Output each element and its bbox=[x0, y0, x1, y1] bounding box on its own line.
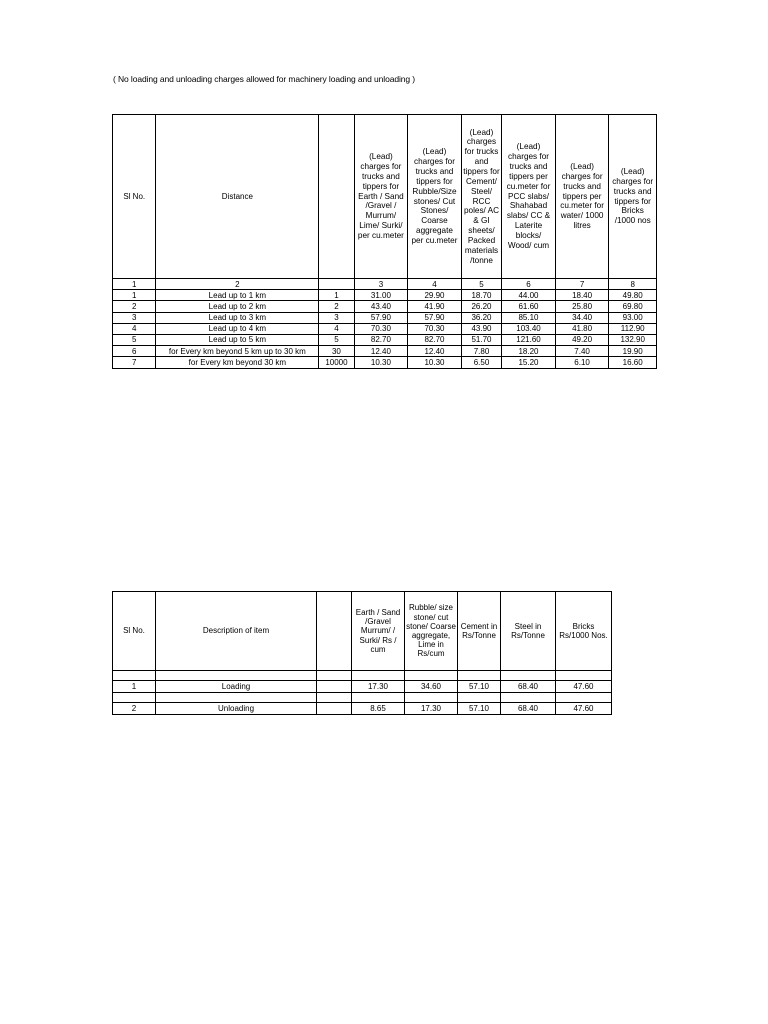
table-cell: 29.90 bbox=[408, 290, 462, 301]
table-cell: 7.80 bbox=[461, 346, 501, 357]
table-cell: 44.00 bbox=[502, 290, 556, 301]
spacer-row bbox=[113, 671, 612, 681]
lead-table-header-row bbox=[113, 115, 657, 279]
table-cell: 36.20 bbox=[461, 312, 501, 323]
index-cell: 4 bbox=[408, 279, 462, 290]
table-cell: 2 bbox=[319, 301, 354, 312]
index-cell: 6 bbox=[502, 279, 556, 290]
header-distance: Distance bbox=[156, 115, 319, 279]
table-cell: 3 bbox=[319, 312, 354, 323]
lead-charges-table bbox=[112, 114, 657, 369]
table-cell: 2 bbox=[113, 301, 156, 312]
table-cell: 82.70 bbox=[408, 334, 462, 345]
table-cell: 34.60 bbox=[405, 681, 458, 693]
table-cell: 57.90 bbox=[354, 312, 408, 323]
header-earth-sand: (Lead) charges for trucks and tippers for Earth / Sand /Gravel / Murrum/ Lime/ Surki/ per cu.meter bbox=[354, 115, 408, 279]
table-cell bbox=[317, 703, 352, 715]
table-cell: 4 bbox=[113, 323, 156, 334]
table-row bbox=[113, 323, 657, 334]
table-cell: 57.90 bbox=[408, 312, 462, 323]
table-cell: Lead up to 1 km bbox=[156, 290, 319, 301]
table-cell: 31.00 bbox=[354, 290, 408, 301]
header-cement-steel: (Lead) charges for trucks and tippers for Cement/ Steel/ RCC poles/ AC & GI sheets/ Packed materials /tonne bbox=[461, 115, 501, 279]
table-cell: 6.10 bbox=[555, 357, 609, 368]
table-cell: 34.40 bbox=[555, 312, 609, 323]
header-rubble-stone: Rubble/ size stone/ cut stone/ Coarse aggregate, Lime in Rs/cum bbox=[405, 592, 458, 671]
table-cell: 51.70 bbox=[461, 334, 501, 345]
table-cell: Lead up to 2 km bbox=[156, 301, 319, 312]
table-cell: 57.10 bbox=[458, 703, 501, 715]
spacer-row bbox=[113, 693, 612, 703]
table-cell: 70.30 bbox=[408, 323, 462, 334]
table-cell: 10.30 bbox=[408, 357, 462, 368]
table-cell: 4 bbox=[319, 323, 354, 334]
table-cell: 47.60 bbox=[556, 681, 612, 693]
table-cell: 5 bbox=[319, 334, 354, 345]
column-index-row bbox=[113, 279, 657, 290]
index-cell: 3 bbox=[354, 279, 408, 290]
table-cell: 10.30 bbox=[354, 357, 408, 368]
table-cell: 10000 bbox=[319, 357, 354, 368]
index-cell: 7 bbox=[555, 279, 609, 290]
table-cell: 112.90 bbox=[609, 323, 657, 334]
table-cell: 61.60 bbox=[502, 301, 556, 312]
table-cell: 132.90 bbox=[609, 334, 657, 345]
header-blank bbox=[319, 115, 354, 279]
table-cell: 6 bbox=[113, 346, 156, 357]
table-cell: 6.50 bbox=[461, 357, 501, 368]
table-cell: 18.40 bbox=[555, 290, 609, 301]
table-cell: Lead up to 4 km bbox=[156, 323, 319, 334]
table-row bbox=[113, 301, 657, 312]
table-cell: 2 bbox=[113, 703, 156, 715]
table-cell: 18.20 bbox=[502, 346, 556, 357]
table-row bbox=[113, 681, 612, 693]
header-description: Description of item bbox=[156, 592, 317, 671]
table-cell: 7.40 bbox=[555, 346, 609, 357]
table-cell: 49.80 bbox=[609, 290, 657, 301]
header-rubble-stones: (Lead) charges for trucks and tippers for Rubble/Size stones/ Cut Stones/ Coarse aggregate per cu.meter bbox=[408, 115, 462, 279]
table-cell: 41.90 bbox=[408, 301, 462, 312]
table-cell: 25.80 bbox=[555, 301, 609, 312]
table-cell: 57.10 bbox=[458, 681, 501, 693]
table-cell: 70.30 bbox=[354, 323, 408, 334]
loading-unloading-table bbox=[112, 591, 612, 715]
index-cell bbox=[319, 279, 354, 290]
loading-note: ( No loading and unloading charges allowed for machinery loading and unloading ) bbox=[113, 74, 415, 84]
table-cell: 7 bbox=[113, 357, 156, 368]
table-cell: 43.90 bbox=[461, 323, 501, 334]
table-cell: Lead up to 3 km bbox=[156, 312, 319, 323]
table-cell: 30 bbox=[319, 346, 354, 357]
table-cell: for Every km beyond 5 km up to 30 km bbox=[156, 346, 319, 357]
table-cell bbox=[317, 681, 352, 693]
header-bricks: Bricks Rs/1000 Nos. bbox=[556, 592, 612, 671]
header-sl-no: Sl No. bbox=[113, 592, 156, 671]
header-sl-no: Sl No. bbox=[113, 115, 156, 279]
table-row bbox=[113, 357, 657, 368]
table-cell: 82.70 bbox=[354, 334, 408, 345]
table-cell: 12.40 bbox=[408, 346, 462, 357]
table-cell: 103.40 bbox=[502, 323, 556, 334]
table-cell: 43.40 bbox=[354, 301, 408, 312]
header-steel: Steel in Rs/Tonne bbox=[501, 592, 556, 671]
table-cell: 3 bbox=[113, 312, 156, 323]
table-cell: 69.80 bbox=[609, 301, 657, 312]
table-cell: 1 bbox=[113, 290, 156, 301]
header-water: (Lead) charges for trucks and tippers per cu.meter for water/ 1000 litres bbox=[555, 115, 609, 279]
table-row bbox=[113, 346, 657, 357]
table-cell: 1 bbox=[319, 290, 354, 301]
header-bricks: (Lead) charges for trucks and tippers for Bricks /1000 nos bbox=[609, 115, 657, 279]
table-cell: 5 bbox=[113, 334, 156, 345]
table-cell: 68.40 bbox=[501, 703, 556, 715]
table-cell: 16.60 bbox=[609, 357, 657, 368]
index-cell: 5 bbox=[461, 279, 501, 290]
table-row bbox=[113, 290, 657, 301]
index-cell: 1 bbox=[113, 279, 156, 290]
table-cell: 15.20 bbox=[502, 357, 556, 368]
table-cell: Loading bbox=[156, 681, 317, 693]
table-cell: 121.60 bbox=[502, 334, 556, 345]
table-cell: 17.30 bbox=[352, 681, 405, 693]
table-cell: 93.00 bbox=[609, 312, 657, 323]
header-cement: Cement in Rs/Tonne bbox=[458, 592, 501, 671]
table-cell: for Every km beyond 30 km bbox=[156, 357, 319, 368]
table-cell: 18.70 bbox=[461, 290, 501, 301]
header-blank bbox=[317, 592, 352, 671]
header-earth-sand: Earth / Sand /Gravel Murrum/ / Surki/ Rs / cum bbox=[352, 592, 405, 671]
table-cell: 49.20 bbox=[555, 334, 609, 345]
table-cell: 12.40 bbox=[354, 346, 408, 357]
table-cell: 17.30 bbox=[405, 703, 458, 715]
index-cell: 2 bbox=[156, 279, 319, 290]
table-row bbox=[113, 334, 657, 345]
table-cell: 8.65 bbox=[352, 703, 405, 715]
header-pcc-slabs: (Lead) charges for trucks and tippers per cu.meter for PCC slabs/ Shahabad slabs/ CC & Laterite blocks/ Wood/ cum bbox=[502, 115, 556, 279]
table-cell: 68.40 bbox=[501, 681, 556, 693]
table-cell: 47.60 bbox=[556, 703, 612, 715]
table-cell: Unloading bbox=[156, 703, 317, 715]
table-cell: 41.80 bbox=[555, 323, 609, 334]
table-cell: 26.20 bbox=[461, 301, 501, 312]
table-cell: 85.10 bbox=[502, 312, 556, 323]
loading-table-header-row bbox=[113, 592, 612, 671]
table-cell: Lead up to 5 km bbox=[156, 334, 319, 345]
table-cell: 1 bbox=[113, 681, 156, 693]
table-row bbox=[113, 703, 612, 715]
index-cell: 8 bbox=[609, 279, 657, 290]
table-row bbox=[113, 312, 657, 323]
table-cell: 19.90 bbox=[609, 346, 657, 357]
